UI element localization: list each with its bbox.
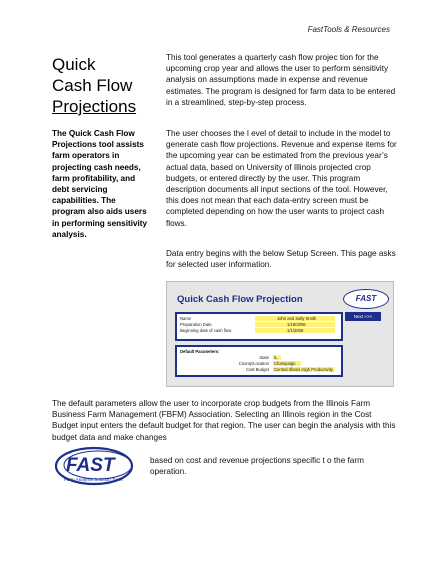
field-value-name[interactable]: John and Sally Smith [277, 316, 317, 321]
default-parameters-paragraph: The default parameters allow the user to incorporate crop budgets from the Illinois Farm Business Farm Management (FBFM) Association. Selecting an Illinois region in the Cost Budget input enters the default budget for that region. The user can begin the analysis with this budget data and make changes [52, 399, 396, 442]
figure-title: Quick Cash Flow Projection [177, 294, 303, 305]
closing-paragraph: based on cost and revenue projections specific t o the farm operation. [150, 456, 364, 477]
sidebar-summary: The Quick Cash Flow Projections tool assists farm operators in projecting cash needs, farm profitability, and debt servicing capabilities. The program also aids users in performing sensitivity analysis. [52, 129, 148, 239]
title-line-3: Projections [52, 97, 137, 116]
field-label-prep-date: Preparation Date [180, 322, 212, 327]
default-parameters-box [175, 345, 343, 377]
field-value-begin-date[interactable]: 1/1/2006 [287, 328, 304, 333]
intro-paragraph: This tool generates a quarterly cash flow projec tion for the upcoming crop year and allows the user to perform sensitivity analysis on assumptions made in expense and revenue estimates. The program is designed for farm data to be entered in a streamlined, step-by-step process. [166, 53, 396, 107]
param-value-county[interactable]: Champaign [274, 361, 296, 366]
setup-paragraph: Data entry begins with the below Setup Screen. This page asks for selected user information. [166, 249, 396, 270]
param-label-budget: Cost Budget [245, 367, 269, 372]
param-label-state: State [259, 355, 269, 360]
figure-fast-logo: FAST [343, 289, 389, 309]
param-label-county: County/Location [238, 361, 269, 366]
fast-logo [54, 446, 138, 488]
header-resources-label: FastTools & Resources [307, 25, 390, 34]
title-line-2: Cash Flow [52, 76, 133, 95]
detail-paragraph: The user chooses the l evel of detail to include in the model to generate cash flow projections. Revenue and expense items for the upcoming year can be estimated from the previous year’s actual data, based on University of Illinois projected crop budgets, or entered directly by the user. This program description documents all input sections of the tool. However, this does not mean that each data-entry screen must be completed depending on how the user wants to project cash flows. [166, 129, 397, 228]
field-value-prep-date[interactable]: 1/19/2006 [287, 322, 306, 327]
param-value-state[interactable]: IL [274, 355, 278, 360]
fast-logo-subtitle: Farm Analysis Solution Tools [64, 477, 123, 482]
user-info-box [175, 312, 343, 341]
fast-logo-text: FAST [66, 455, 115, 476]
page-title [52, 54, 136, 117]
default-parameters-label: Default Parameters: [180, 349, 220, 354]
field-label-name: Name [180, 316, 192, 321]
setup-screen-figure [166, 281, 394, 387]
title-line-1: Quick [52, 55, 96, 74]
param-value-budget[interactable]: Central Illinois High Productivity [274, 367, 333, 372]
field-label-begin-date: Beginning date of cash flow [180, 328, 232, 333]
next-button[interactable]: Next >>> [345, 312, 381, 321]
